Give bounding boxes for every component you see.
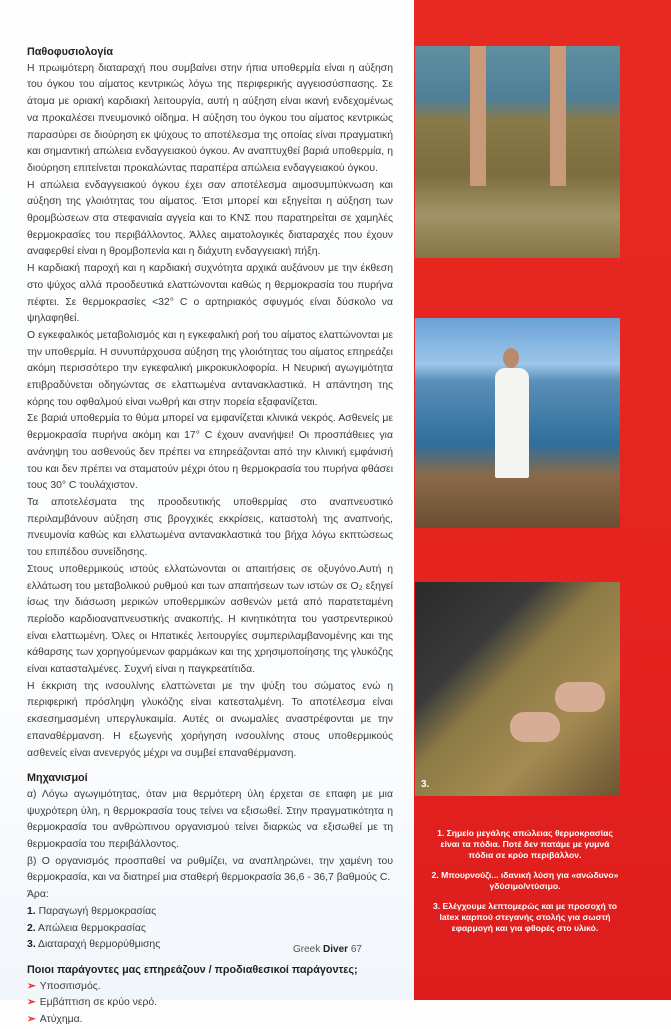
photo-man-in-bathrobe	[415, 318, 620, 528]
item-text: Απώλεια θερμοκρασίας	[38, 922, 146, 934]
item-number: 2.	[27, 922, 36, 934]
hand-shape	[510, 712, 560, 742]
paragraph: α) Λόγω αγωγιμότητας, όταν μια θερμότερη ύλη έρχεται σε επαφη με μια ψυχρότερη ύλη, η θερμοκρασία τους τείνει να εξισωθεί. Στην πραγματικότητα η θερμοκρασία του ανθρώπινου οργανισμού τείνει διαρκώς να εξισωθεί με τη θερμοκρασία του περιβάλλοντος.	[27, 788, 393, 851]
item-text: Παραγωγή θερμοκρασίας	[38, 905, 157, 917]
photo-checking-wrist-seal	[415, 582, 620, 796]
bathrobe-shape	[495, 368, 529, 478]
arrow-bullet-icon: ➢	[27, 997, 36, 1009]
photo-captions	[430, 828, 620, 943]
paragraph: β) Ο οργανισμός προσπαθεί να ρυθμίζει, να αναπληρώνει, την χαμένη του θερμοκρασία, και να διατηρεί μια σταθερή θερμοκρασία 36,6 - 36,7 βαθμούς C.	[27, 855, 393, 884]
caption: 1. Σημείο μεγάλης απώλειας θερμοκρασίας είναι τα πόδια. Ποτέ δεν πατάμε με γυμνά πόδια σε κρύο περιβάλλον.	[437, 828, 613, 860]
arrow-bullet-icon: ➢	[27, 1014, 36, 1026]
paragraph: Άρα:	[27, 889, 49, 901]
article-column	[27, 44, 393, 1029]
list-item-text: Εμβάπτιση σε κρύο νερό.	[39, 997, 158, 1009]
hand-shape	[555, 682, 605, 712]
list-item-text: Ατύχημα.	[39, 1014, 83, 1026]
paragraph: Η έκκριση της ινσουλίνης ελαττώνεται με την ψύξη του σώματος ενώ η περιφερική πρόσληψη γλυκόζης είναι κατεσταλμένη. Το αποτέλεσμα είναι εκσεσημασμένη υπεργλυκαιμία. Αυτές οι ανωμαλίες αναστρέφονται με την επαναθέρμανση. Η εξωγενής χορήγηση ινσουλίνης στους υποθερμικούς ασθενείς είναι ανενεργός μέχρι να συμβεί επαναθέρμανση.	[27, 680, 393, 759]
heading-factors: Ποιοι παράγοντες μας επηρεάζουν / προδιαθεσικοί παράγοντες;	[27, 963, 358, 976]
head-shape	[503, 348, 519, 368]
paragraph: Τα αποτελέσματα της προοδευτικής υποθερμίας στο αναπνευστικό περιλαμβάνουν αύξηση στις βρογχικές εκκρίσεις, καταστολή της αναπνοής, πνευμονία καθώς και ελλατωμένα αντανακλαστικά του βήχα λόγω εκπτώσεως του επιπέδου συνείδησης.	[27, 496, 393, 559]
arrow-bullet-icon: ➢	[27, 980, 36, 992]
leg-shape	[550, 46, 566, 186]
magazine-name-prefix: Greek	[293, 944, 321, 955]
heading-mechanisms: Μηχανισμοί	[27, 772, 88, 785]
item-number: 1.	[27, 905, 36, 917]
list-item-text: Υποσιτισμός.	[39, 980, 101, 992]
list-item	[27, 995, 393, 1012]
paragraph: Στους υποθερμικούς ιστούς ελλατώνονται οι απαιτήσεις σε οξυγόνο.Αυτή η ελλάτωση του μεταβολικού ρυθμού και των απαιτήσεων των ιστών σε O₂ εξηγεί ίσως την διάσωση μερικών υποθερμικών ασθενών μετά από παρατεταμένη περίοδο καρδιοαναπνευστικής ανακοπής. Η κινητικότητα του γαστρεντερικού είναι ελαττωμένη. Όλες οι Ηπατικές λειτουργίες συμπεριλαμβανομένης και της κάθαρσης των χορηγούμενων φαρμάκων και της χρησιμοποίησης της γλυκόζης είναι κατασταλμένες. Συχνή είναι η παγκρεατίτιδα.	[27, 563, 393, 676]
numbered-item	[27, 921, 393, 938]
red-sidebar-panel	[414, 0, 671, 1000]
heading-pathophysiology: Παθοφυσιολογία	[27, 46, 113, 58]
list-item	[27, 1012, 393, 1029]
paragraph: Η πρωιμότερη διαταραχή που συμβαίνει στην ήπια υποθερμία είναι η αύξηση του όγκου του αίματος κεντρικώς λόγω της περιφερικής αγγειοσύσπασης. Σε άτομα με οριακή καρδιακή λειτουργία, αυτή η αύξηση είναι ικανή ενδεχομένως να προκαλέσει πνευμονικό οίδημα. Η αύξηση του όγκου του αίματος κεντρικώς παρασύρει σε διούρηση εκ ψύχους το αποτέλεσμα της οποίας είναι πραγματική και σημαντική απώλεια ενδαγγειακού όγκου. Αν αναπτυχθεί βαριά υποθερμία, η διούρηση επιτείνεται προκαλώντας παραπέρα απώλεια ενδαγγειακού όγκου.	[27, 62, 393, 174]
factor-list	[27, 979, 393, 1029]
page-footer	[293, 944, 362, 955]
photo-number-label: 3.	[421, 779, 430, 790]
magazine-name: Diver	[323, 944, 349, 955]
caption: 2. Μπουρνούζι... ιδανική λύση για «ανώδυνο» γδύσιμο/ντύσιμο.	[431, 870, 619, 891]
paragraph: Ο εγκεφαλικός μεταβολισμός και η εγκεφαλική ροή του αίματος ελαττώνονται με την υποθερμία. Η συνυπάρχουσα αύξηση της γλοιότητας του αίματος επηρεάζει ακόμη περισσότερο την εγκεφαλική μικροκυκλοφορία. Η Νευρική αγωγιμότητα επιβραδύνεται οδηγώντας σε ελαττωμένα αντανακλαστικά. Η απάντηση της κόρης του οφθαλμού είναι νωθρή και στην πορεία εξαφανίζεται.	[27, 329, 393, 408]
paragraph: Η απώλεια ενδαγγειακού όγκου έχει σαν αποτέλεσμα αιμοσυμπύκνωση και αύξηση της γλοιότητας του αίματος. Έτσι μπορεί και εξηγείται η αύξηση των θρομβώσεων στα στεφανιαία αγγεία και το ΚΝΣ που παρατηρείται σε χαμηλές θερμοκρασίες του περιβάλλοντος. Άλλες αιματολογικές διαταραχές που έχουν αναφερθεί είναι η θρομβοπενία και η διάχυτη ενδαγγειακή πήξη.	[27, 179, 393, 258]
numbered-item	[27, 904, 393, 921]
photo-bare-feet-on-rocks	[415, 46, 620, 258]
item-number: 3.	[27, 939, 36, 951]
leg-shape	[470, 46, 486, 186]
paragraph: Σε βαριά υποθερμία το θύμα μπορεί να εμφανίζεται κλινικά νεκρός. Ασθενείς με θερμοκρασία πυρήνα ακόμη και 17° C έχουν ανανήψει! Οι προσπάθειες για ανάνηψη του ασθενούς δεν πρέπει να επηρεάζονται από την κλινική εμφάνισή του και δεν πρέπει να σταματούν μέχρι ότου η θερμοκρασία του πυρήνα φθάσει τους 30° C τουλάχιστον.	[27, 413, 393, 492]
list-item	[27, 979, 393, 996]
paragraph: Η καρδιακή παροχή και η καρδιακή συχνότητα αρχικά αυξάνουν με την έκθεση στο ψύχος αλλά προοδευτικά ελαττώνονται καθώς η θερμοκρασία του πυρήνα πέφτει. Σε θερμοκρασίες <32° C ο αρτηριακός σφυγμός είναι δύσκολο να ψηλαφηθεί.	[27, 263, 393, 325]
item-text: Διαταραχή θερμορύθμισης	[38, 939, 161, 951]
caption: 3. Ελέγχουμε λεπτομερώς και με προσοχή το latex καρπού στεγανής στολής για σωστή εφαρμογή και για φθορές στο υλικό.	[432, 901, 618, 933]
page-number: 67	[350, 944, 362, 955]
